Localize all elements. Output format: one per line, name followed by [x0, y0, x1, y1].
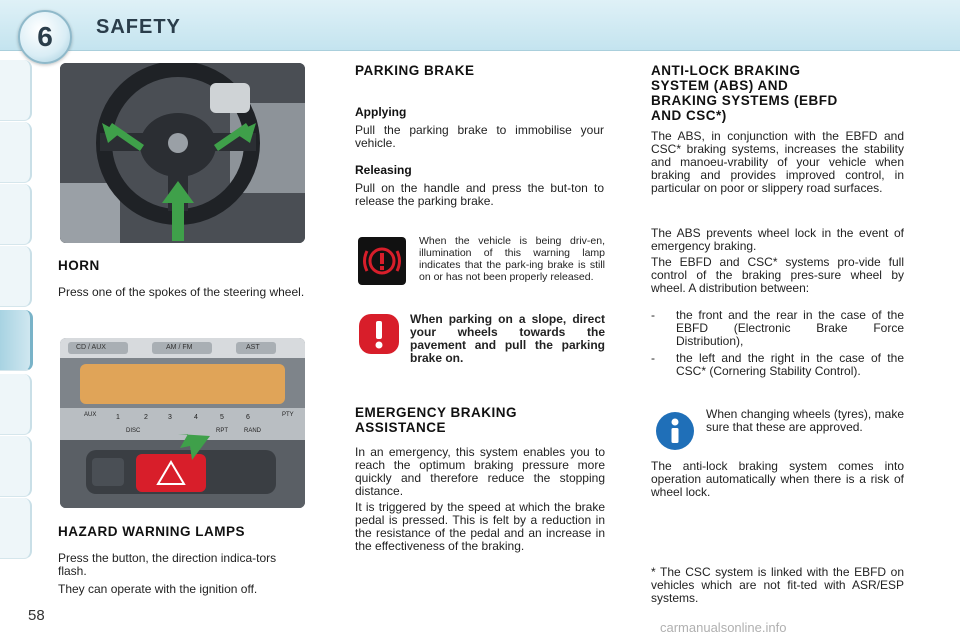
list-item-text: the front and the rear in the case of the EBFD (Electronic Brake Force Distribution), [676, 308, 904, 348]
hazard-heading: HAZARD WARNING LAMPS [58, 524, 245, 539]
brake-warning-lamp-icon [358, 237, 406, 285]
panel-label: AM / FM [166, 344, 193, 351]
releasing-subheading: Releasing [355, 163, 412, 177]
abs-text: The ABS, in conjunction with the EBFD and CSC* braking systems, increases the stability and manoeu-vrability of your vehicle when braking and provides improved control, in particular on poor or slippery road surfaces. [651, 129, 904, 195]
chapter-tabs [0, 60, 30, 580]
chapter-tab[interactable] [0, 246, 32, 307]
panel-label: 2 [144, 414, 148, 421]
hazard-text: They can operate with the ignition off. [58, 582, 258, 596]
chapter-tab[interactable] [0, 374, 32, 435]
list-item-text: the left and the right in the case of the CSC* (Cornering Stability Control). [676, 351, 904, 378]
hazard-panel-photo [60, 338, 305, 508]
list-item [651, 352, 904, 378]
chapter-tab-active[interactable] [0, 310, 33, 371]
list-dash: - [651, 351, 655, 365]
emergency-braking-heading: EMERGENCY BRAKING ASSISTANCE [355, 405, 518, 435]
panel-label: AST [246, 344, 260, 351]
caution-icon [358, 313, 400, 355]
panel-label: 4 [194, 414, 198, 421]
horn-text: Press one of the spokes of the steering wheel. [58, 285, 305, 299]
parking-brake-heading: PARKING BRAKE [355, 63, 475, 78]
hazard-text: Press the button, the direction indica-tors flash. [58, 551, 277, 578]
panel-label: DISC [126, 428, 141, 434]
abs-text: The anti-lock braking system comes into operation automatically when there is a risk of wheel lock. [651, 459, 904, 499]
chapter-tab[interactable] [0, 498, 32, 559]
applying-subheading: Applying [355, 105, 407, 119]
footnote: * The CSC system is linked with the EBFD on vehicles which are not fit-ted with ASR/ESP systems. [651, 565, 904, 605]
applying-text: Pull the parking brake to immobilise your vehicle. [355, 123, 604, 150]
chapter-tab[interactable] [0, 184, 32, 245]
panel-label: 5 [220, 414, 224, 421]
page-number: 58 [28, 607, 45, 624]
warning-lamp-note: When the vehicle is being driv-en, illumination of this warning lamp indicates that the park-ing brake is still on or has not been properly released. [419, 235, 605, 283]
chapter-tab[interactable] [0, 436, 32, 497]
panel-label: RAND [244, 428, 262, 434]
chapter-tab[interactable] [0, 60, 32, 121]
releasing-text: Pull on the handle and press the but-ton to release the parking brake. [355, 181, 604, 208]
watermark: carmanualsonline.info [660, 620, 787, 635]
abs-text: The EBFD and CSC* systems pro-vide full control of the braking pres-sure wheel by wheel. A distribution between: [651, 255, 904, 295]
panel-label: RPT [216, 428, 228, 434]
page-title: SAFETY [96, 16, 181, 38]
steering-wheel-photo [60, 63, 305, 243]
panel-label: CD / AUX [76, 344, 106, 351]
emergency-braking-text: In an emergency, this system enables you to reach the optimum braking pressure more quickly and therefore reduce the stopping distance. [355, 445, 605, 498]
info-note: When changing wheels (tyres), make sure that these are approved. [706, 407, 904, 434]
panel-label: 3 [168, 414, 172, 421]
panel-label: 6 [246, 414, 250, 421]
chapter-tab[interactable] [0, 122, 32, 183]
emergency-braking-text: It is triggered by the speed at which the brake pedal is pressed. This is felt by a reduction in the resistance of the pedal and an increase in the effectiveness of the braking. [355, 500, 605, 553]
panel-label: PTY [282, 412, 294, 418]
horn-heading: HORN [58, 258, 100, 273]
panel-label: 1 [116, 414, 120, 421]
slope-warning: When parking on a slope, direct your wheels towards the pavement and pull the parking brake on. [410, 312, 605, 365]
panel-label: AUX [84, 412, 97, 418]
abs-text: The ABS prevents wheel lock in the event of emergency braking. [651, 226, 904, 253]
list-item [651, 309, 904, 348]
info-icon [655, 411, 695, 451]
chapter-badge: 6 [18, 10, 72, 64]
abs-heading: ANTI-LOCK BRAKING SYSTEM (ABS) AND BRAKING SYSTEMS (EBFD AND CSC*) [651, 63, 838, 123]
list-dash: - [651, 308, 655, 322]
